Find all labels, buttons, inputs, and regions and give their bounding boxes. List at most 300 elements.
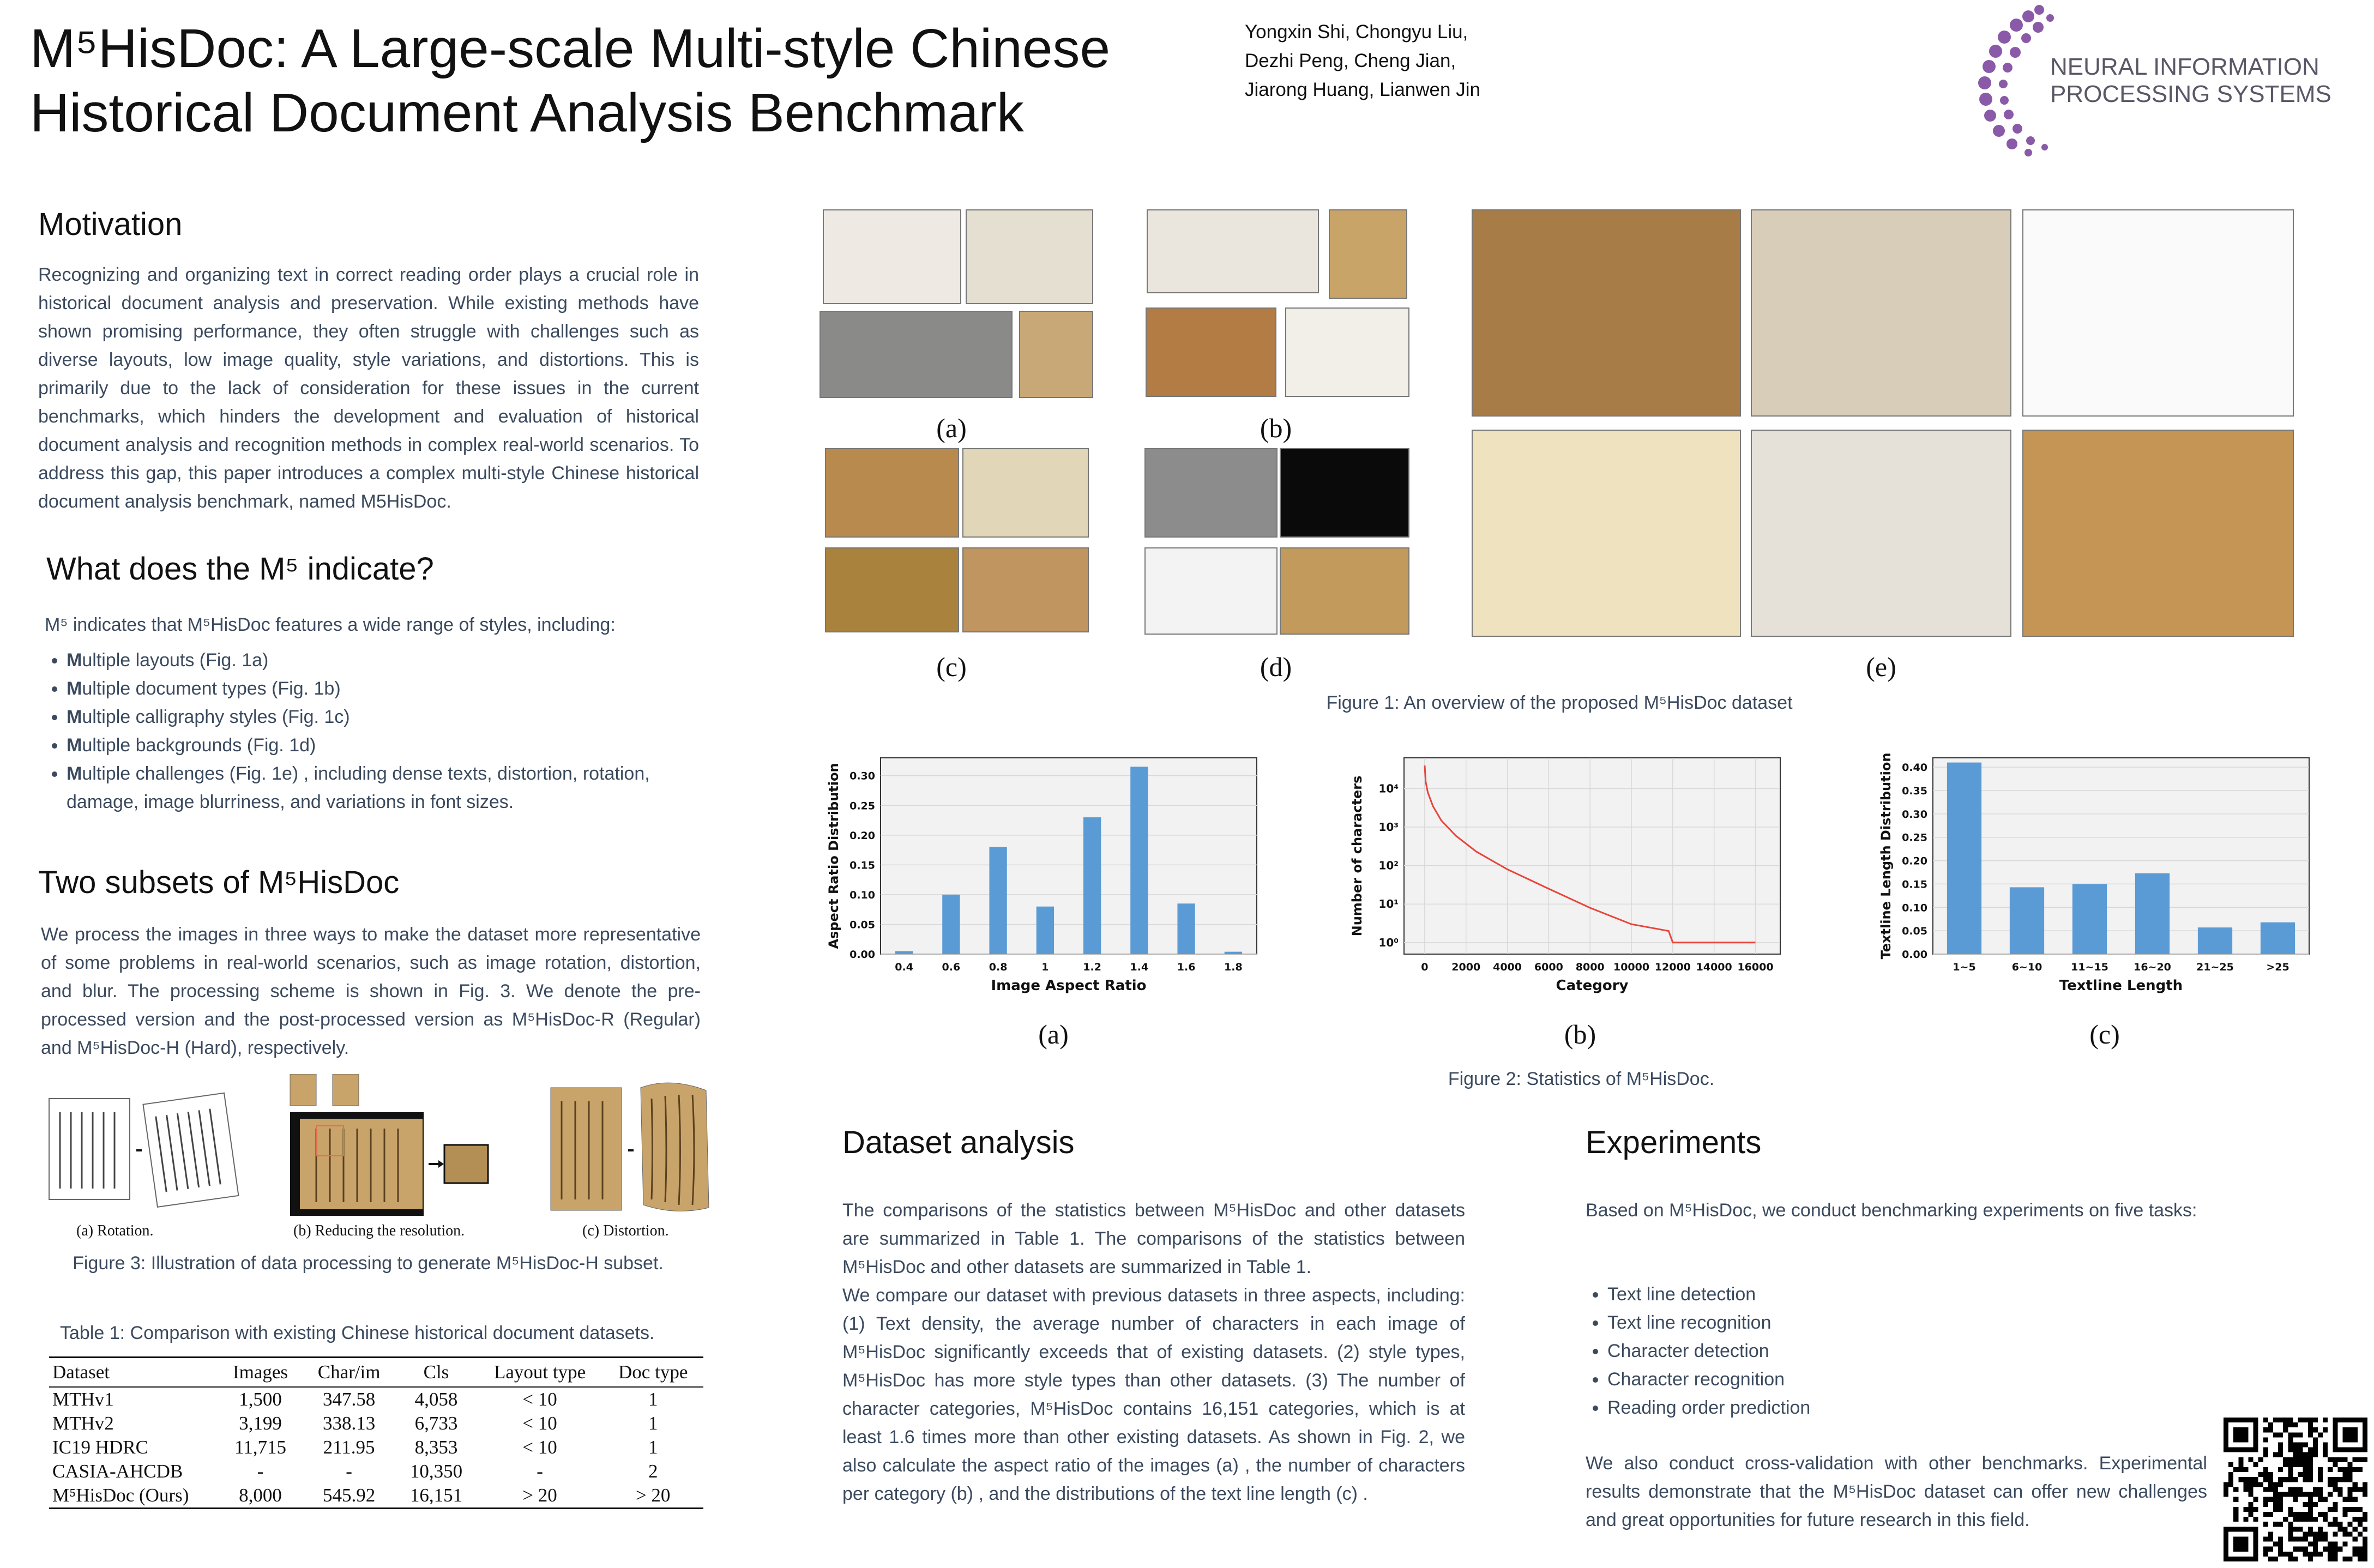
qr-module (2308, 1472, 2313, 1477)
fig1e-image-6 (2022, 430, 2294, 637)
qr-module (2323, 1531, 2328, 1536)
fig1b-image-4 (1285, 307, 1409, 397)
qr-module (2333, 1507, 2337, 1512)
qr-module (2303, 1512, 2308, 1517)
qr-module (2263, 1437, 2268, 1442)
fig3-label-a: (a) Rotation. (76, 1222, 154, 1239)
qr-module (2288, 1472, 2293, 1477)
qr-module (2337, 1467, 2342, 1472)
qr-module (2249, 1477, 2254, 1482)
list-item: • Multiple challenges (Fig. 1e) , including dense texts, distortion, rotation, damage, image blurriness, and variations in font sizes. (67, 759, 694, 816)
qr-module (2283, 1477, 2288, 1482)
qr-module (2293, 1448, 2298, 1452)
qr-module (2308, 1432, 2313, 1437)
qr-module (2278, 1418, 2283, 1422)
qr-module (2273, 1452, 2278, 1457)
qr-module (2363, 1547, 2367, 1552)
y-tick-label: 0.30 (1902, 808, 1927, 821)
y-tick-label: 10⁰ (1378, 936, 1399, 949)
qr-module (2342, 1457, 2347, 1462)
x-tick-label: 4000 (1493, 961, 1522, 973)
qr-module (2308, 1512, 2313, 1517)
qr-module (2333, 1502, 2337, 1507)
title-line-2: Historical Document Analysis Benchmark (30, 82, 1024, 143)
fig2-label-a: (a) (1038, 1019, 1069, 1050)
fig1-label-e: (e) (1866, 652, 1896, 682)
qr-module (2337, 1492, 2342, 1497)
qr-module (2363, 1557, 2367, 1561)
qr-module (2278, 1467, 2283, 1472)
qr-module (2328, 1542, 2333, 1547)
bar (2198, 927, 2232, 954)
qr-module (2308, 1467, 2313, 1472)
qr-module (2333, 1457, 2337, 1462)
qr-module (2263, 1427, 2268, 1432)
qr-module (2308, 1492, 2313, 1497)
qr-module (2254, 1477, 2258, 1482)
qr-module (2308, 1502, 2313, 1507)
qr-module (2278, 1536, 2283, 1541)
qr-module (2328, 1552, 2333, 1557)
qr-module (2293, 1547, 2298, 1552)
qr-module (2298, 1536, 2303, 1541)
qr-module (2228, 1462, 2233, 1467)
experiments-outro: We also conduct cross-validation with other benchmarks. Experimental results demonstrate that the M⁵HisDoc dataset can offer new challenges and great opportunities for future research in this field. (1586, 1453, 2207, 1530)
qr-module (2263, 1487, 2268, 1492)
x-tick-label: 0.8 (989, 961, 1008, 973)
qr-module (2303, 1536, 2308, 1541)
qr-module (2283, 1517, 2288, 1522)
fig1a-image-2 (966, 209, 1093, 304)
qr-module (2293, 1457, 2298, 1462)
qr-module (2323, 1452, 2328, 1457)
qr-module (2348, 1477, 2353, 1482)
y-axis-label: Number of characters (1349, 775, 1365, 937)
x-tick-label: 1.4 (1130, 961, 1149, 973)
fig1b-image-1 (1147, 209, 1319, 293)
qr-module (2353, 1536, 2358, 1541)
qr-module (2263, 1522, 2268, 1527)
y-tick-label: 0.25 (849, 800, 875, 812)
bar (1177, 903, 1195, 954)
qr-module (2273, 1418, 2278, 1422)
plot-area (1404, 758, 1780, 954)
qr-module (2268, 1427, 2273, 1432)
experiments-task-list (1580, 1280, 2180, 1422)
qr-module (2278, 1502, 2283, 1507)
table-row: CASIA-AHCDB - - 10,350 - 2 (52, 1461, 658, 1482)
qr-module (2323, 1497, 2328, 1502)
qr-module (2263, 1452, 2268, 1457)
qr-module (2293, 1432, 2298, 1437)
qr-module (2288, 1457, 2293, 1462)
qr-module (2308, 1507, 2313, 1512)
x-tick-label: >25 (2266, 961, 2289, 973)
qr-module (2337, 1477, 2342, 1482)
qr-module (2308, 1448, 2313, 1452)
qr-code[interactable] (2224, 1418, 2367, 1561)
qr-module (2268, 1477, 2273, 1482)
qr-module (2318, 1432, 2323, 1437)
list-item: • Multiple layouts (Fig. 1a) (67, 646, 694, 674)
qr-module (2323, 1427, 2328, 1432)
x-tick-label: 1.8 (1224, 961, 1243, 973)
qr-module (2293, 1443, 2298, 1448)
fig1c-image-2 (962, 448, 1089, 538)
y-axis-label: Textline Length Distribution (1878, 752, 1894, 960)
qr-module (2313, 1547, 2318, 1552)
qr-module (2303, 1457, 2308, 1462)
list-item: • Multiple calligraphy styles (Fig. 1c) (67, 703, 694, 731)
qr-module (2293, 1462, 2298, 1467)
qr-module (2278, 1452, 2283, 1457)
qr-module (2328, 1467, 2333, 1472)
chart-characters-per-category (1341, 747, 1788, 1009)
fig1-label-a: (a) (936, 413, 967, 443)
qr-module (2293, 1497, 2298, 1502)
qr-module (2243, 1487, 2248, 1492)
y-tick-label: 0.15 (1902, 878, 1927, 891)
qr-module (2342, 1467, 2347, 1472)
qr-module (2278, 1492, 2283, 1497)
qr-module (2353, 1497, 2358, 1502)
qr-module (2313, 1437, 2318, 1442)
qr-module (2318, 1477, 2323, 1482)
qr-module (2288, 1432, 2293, 1437)
bar (989, 847, 1007, 954)
qr-module (2283, 1457, 2288, 1462)
bar (2010, 887, 2044, 954)
qr-module (2333, 1522, 2337, 1527)
qr-module (2278, 1507, 2283, 1512)
qr-module (2363, 1482, 2367, 1487)
x-tick-label: 6~10 (2011, 961, 2042, 973)
qr-module (2358, 1467, 2363, 1472)
fig1e-image-1 (1472, 209, 1741, 417)
y-tick-label: 0.00 (849, 949, 875, 961)
fig2-label-c: (c) (2089, 1019, 2120, 1050)
y-tick-label: 0.10 (849, 889, 875, 901)
x-tick-label: 1 (1041, 961, 1049, 973)
x-tick-label: 12000 (1654, 961, 1691, 973)
qr-module (2233, 1517, 2238, 1522)
subsets-text: We process the images in three ways to make the dataset more representative of some problems in real-world scenarios, such as image rotation, distortion, and blur. The processing scheme is shown in Fig. 3. We denote the pre-processed version and the post-processed version as M⁵HisDoc-R (Regular) and M⁵HisDoc-H (Hard), respectively. (41, 924, 701, 1058)
qr-module (2318, 1536, 2323, 1541)
x-axis-label: Image Aspect Ratio (991, 978, 1147, 994)
qr-module (2263, 1448, 2268, 1452)
qr-module (2283, 1552, 2288, 1557)
qr-module (2288, 1418, 2293, 1422)
y-tick-label: 10¹ (1378, 897, 1399, 911)
qr-module (2342, 1512, 2347, 1517)
qr-module (2342, 1557, 2347, 1561)
qr-module (2342, 1527, 2347, 1531)
qr-module (2273, 1522, 2278, 1527)
qr-module (2323, 1536, 2328, 1541)
qr-module (2278, 1443, 2283, 1448)
qr-module (2298, 1418, 2303, 1422)
qr-module (2258, 1457, 2263, 1462)
qr-module (2313, 1443, 2318, 1448)
qr-module (2308, 1531, 2313, 1536)
table1-caption: Table 1: Comparison with existing Chinese historical document datasets. (60, 1323, 655, 1343)
fig3-label-b: (b) Reducing the resolution. (293, 1222, 465, 1239)
qr-module (2298, 1492, 2303, 1497)
qr-module (2303, 1517, 2308, 1522)
qr-module (2328, 1547, 2333, 1552)
qr-module (2318, 1552, 2323, 1557)
qr-module (2328, 1482, 2333, 1487)
x-tick-label: 1.6 (1177, 961, 1196, 973)
qr-module (2348, 1522, 2353, 1527)
qr-module (2243, 1507, 2248, 1512)
qr-module (2278, 1522, 2283, 1527)
qr-module (2288, 1552, 2293, 1557)
y-tick-label: 0.00 (1902, 949, 1927, 961)
x-tick-label: 0.4 (895, 961, 913, 973)
qr-module (2333, 1531, 2337, 1536)
qr-module (2328, 1557, 2333, 1561)
qr-module (2308, 1552, 2313, 1557)
qr-module (2263, 1418, 2268, 1422)
qr-module (2342, 1507, 2347, 1512)
y-tick-label: 0.20 (849, 829, 875, 842)
qr-module (2308, 1517, 2313, 1522)
qr-module (2288, 1477, 2293, 1482)
qr-module (2283, 1462, 2288, 1467)
motivation-heading: Motivation (38, 207, 183, 242)
list-item: • Text line detection (1607, 1280, 2180, 1308)
fig1d-image-1 (1144, 448, 1278, 538)
qr-module (2313, 1448, 2318, 1452)
chart-textline-length (1870, 747, 2317, 1009)
y-tick-label: 10⁴ (1378, 782, 1399, 795)
qr-module (2268, 1472, 2273, 1477)
plot-area (1933, 758, 2309, 954)
qr-module (2358, 1522, 2363, 1527)
qr-module (2278, 1482, 2283, 1487)
qr-module (2233, 1497, 2238, 1502)
qr-module (2278, 1552, 2283, 1557)
qr-module (2342, 1497, 2347, 1502)
qr-module (2333, 1517, 2337, 1522)
qr-module (2358, 1552, 2363, 1557)
x-tick-label: 10000 (1613, 961, 1650, 973)
qr-module (2353, 1552, 2358, 1557)
qr-module (2318, 1487, 2323, 1492)
qr-module (2353, 1487, 2358, 1492)
qr-module (2298, 1457, 2303, 1462)
qr-module (2273, 1492, 2278, 1497)
qr-module (2308, 1457, 2313, 1462)
x-tick-label: 11~15 (2071, 961, 2108, 973)
qr-module (2288, 1443, 2293, 1448)
qr-module (2224, 1487, 2228, 1492)
x-tick-label: 16000 (1737, 961, 1774, 973)
qr-module (2243, 1467, 2248, 1472)
y-tick-label: 0.30 (849, 770, 875, 782)
qr-module (2288, 1522, 2293, 1527)
experiments-heading: Experiments (1586, 1125, 1762, 1160)
bar (2261, 922, 2295, 954)
qr-module (2268, 1531, 2273, 1536)
logo-text: NEURAL INFORMATION PROCESSING SYSTEMS (2050, 53, 2331, 107)
qr-module (2293, 1492, 2298, 1497)
table-row: MTHv2 3,199 338.13 6,733 < 10 1 (52, 1413, 658, 1434)
fig2-caption: Figure 2: Statistics of M⁵HisDoc. (1448, 1069, 1715, 1089)
qr-module (2263, 1512, 2268, 1517)
x-tick-label: 21~25 (2196, 961, 2234, 973)
fig1b-image-2 (1329, 209, 1407, 299)
title-line-1: M⁵HisDoc: A Large-scale Multi-style Chinese (30, 18, 1111, 79)
table-1 (49, 1356, 703, 1509)
qr-module (2233, 1487, 2238, 1492)
qr-module (2249, 1482, 2254, 1487)
table-row: IC19 HDRC 11,715 211.95 8,353 < 10 1 (52, 1437, 658, 1458)
qr-module (2298, 1443, 2303, 1448)
qr-module (2254, 1462, 2258, 1467)
y-tick-label: 0.10 (1902, 902, 1927, 914)
qr-module (2333, 1477, 2337, 1482)
fig1c-image-3 (825, 547, 959, 632)
qr-module (2337, 1522, 2342, 1527)
qr-module (2353, 1482, 2358, 1487)
qr-module (2337, 1527, 2342, 1531)
qr-module (2348, 1487, 2353, 1492)
qr-module (2358, 1517, 2363, 1522)
qr-module (2293, 1527, 2298, 1531)
qr-module (2273, 1502, 2278, 1507)
qr-module (2313, 1427, 2318, 1432)
qr-module (2298, 1432, 2303, 1437)
qr-module (2278, 1432, 2283, 1437)
subsets-heading: Two subsets of M⁵HisDoc (38, 865, 400, 900)
qr-module (2254, 1507, 2258, 1512)
qr-module (2268, 1482, 2273, 1487)
qr-module (2323, 1448, 2328, 1452)
qr-module (2358, 1457, 2363, 1462)
y-tick-label: 0.40 (1902, 762, 1927, 774)
qr-module (2308, 1427, 2313, 1432)
qr-module (2342, 1542, 2347, 1547)
qr-module (2263, 1547, 2268, 1552)
qr-module (2328, 1457, 2333, 1462)
qr-module (2342, 1472, 2347, 1477)
qr-module (2233, 1467, 2238, 1472)
qr-module (2298, 1512, 2303, 1517)
fig1d-image-2 (1280, 448, 1409, 538)
qr-module (2293, 1487, 2298, 1492)
qr-module (2268, 1512, 2273, 1517)
qr-module (2303, 1502, 2308, 1507)
qr-module (2278, 1448, 2283, 1452)
x-tick-label: 1~5 (1953, 961, 1976, 973)
bar (1037, 907, 1054, 954)
figure-1 (815, 207, 2304, 698)
qr-module (2303, 1552, 2308, 1557)
fig1a-image-3 (820, 311, 1013, 398)
figure-3 (44, 1074, 714, 1254)
bar (2135, 873, 2170, 954)
m5-intro: M⁵ indicates that M⁵HisDoc features a wide range of styles, including: (45, 614, 616, 635)
qr-module (2293, 1477, 2298, 1482)
bar (942, 895, 960, 954)
qr-module (2228, 1472, 2233, 1477)
qr-module (2358, 1531, 2363, 1536)
qr-module (2263, 1502, 2268, 1507)
qr-module (2313, 1517, 2318, 1522)
qr-module (2268, 1557, 2273, 1561)
fig1e-image-5 (1751, 430, 2011, 637)
qr-module (2318, 1492, 2323, 1497)
qr-module (2363, 1536, 2367, 1541)
qr-module (2358, 1507, 2363, 1512)
qr-module (2298, 1462, 2303, 1467)
qr-module (2288, 1467, 2293, 1472)
qr-module (2263, 1472, 2268, 1477)
qr-module (2278, 1542, 2283, 1547)
experiments-intro: Based on M⁵HisDoc, we conduct benchmarking experiments on five tasks: (1586, 1200, 2197, 1221)
bar (1083, 817, 1101, 954)
fig1c-image-4 (962, 547, 1089, 632)
x-tick-label: 0.6 (942, 961, 961, 973)
qr-module (2353, 1517, 2358, 1522)
qr-module (2273, 1507, 2278, 1512)
fig1b-image-3 (1146, 307, 1276, 397)
list-item: • Reading order prediction (1607, 1394, 2180, 1422)
qr-module (2353, 1467, 2358, 1472)
qr-module (2313, 1552, 2318, 1557)
qr-module (2298, 1547, 2303, 1552)
qr-module (2224, 1492, 2228, 1497)
qr-module (2318, 1531, 2323, 1536)
qr-module (2308, 1477, 2313, 1482)
qr-module (2308, 1462, 2313, 1467)
qr-module (2333, 1547, 2337, 1552)
qr-module (2298, 1452, 2303, 1457)
qr-module (2308, 1542, 2313, 1547)
qr-module (2308, 1452, 2313, 1457)
qr-module (2313, 1452, 2318, 1457)
table-header-row: Dataset Images Char/im Cls Layout type Doc type (49, 1358, 703, 1388)
qr-module (2288, 1507, 2293, 1512)
fig1a-image-1 (823, 209, 961, 304)
fig1d-image-4 (1280, 547, 1409, 635)
qr-module (2348, 1497, 2353, 1502)
qr-module (2303, 1492, 2308, 1497)
fig1e-image-2 (1751, 209, 2011, 417)
qr-module (2308, 1418, 2313, 1422)
qr-module (2363, 1527, 2367, 1531)
qr-module (2308, 1557, 2313, 1561)
y-tick-label: 0.20 (1902, 855, 1927, 867)
qr-module (2337, 1457, 2342, 1462)
qr-module (2293, 1512, 2298, 1517)
qr-module (2254, 1482, 2258, 1487)
fig3-label-c: (c) Distortion. (582, 1222, 669, 1239)
qr-module (2283, 1418, 2288, 1422)
qr-module (2318, 1527, 2323, 1531)
fig3-caption: Figure 3: Illustration of data processing to generate M⁵HisDoc-H subset. (73, 1253, 664, 1274)
qr-module (2348, 1492, 2353, 1497)
bar (1947, 763, 1981, 954)
qr-module (2328, 1492, 2333, 1497)
x-tick-label: 0 (1421, 961, 1429, 973)
qr-module (2337, 1487, 2342, 1492)
qr-module (2348, 1462, 2353, 1467)
qr-module (2249, 1512, 2254, 1517)
qr-module (2298, 1472, 2303, 1477)
